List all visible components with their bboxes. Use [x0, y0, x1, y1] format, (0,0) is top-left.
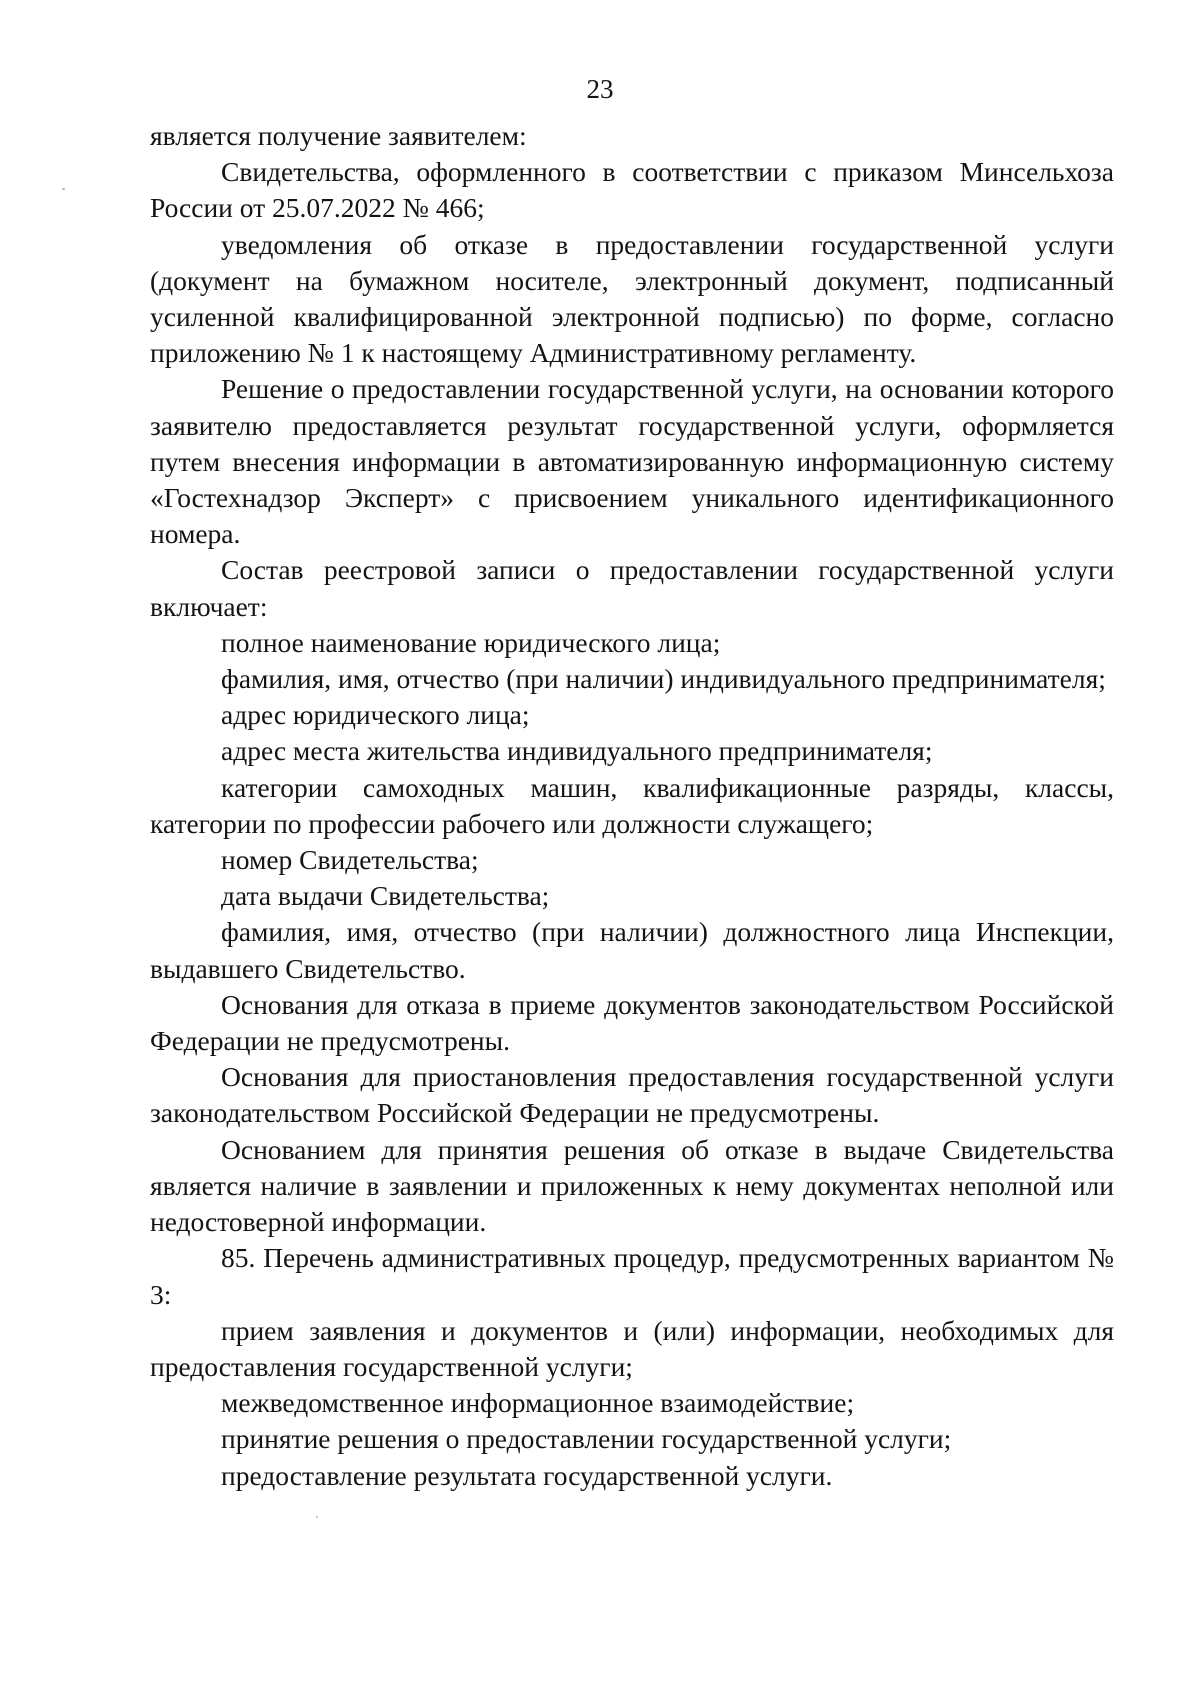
paragraph-1: является получение заявителем: [150, 120, 527, 151]
page-number: 23 [586, 74, 614, 104]
scan-speck [62, 188, 65, 190]
paragraph-3: уведомления об отказе в предоставлении государственной услуги (документ на бумажном носителе, электронный документ, подписанный усиленной квалифицированной электронной подписью) по форме, согласно приложению № 1 к настоящему Административному регламенту. [150, 228, 1114, 369]
paragraph-refusal-grounds: Основания для отказа в приеме документов законодательством Российской Федерации не предусмотрены. [150, 988, 1114, 1057]
procedure-item-decision: принятие решения о предоставлении государственной услуги; [221, 1423, 952, 1455]
list-item-entrepreneur-name: фамилия, имя, отчество (при наличии) индивидуального предпринимателя; [221, 663, 1106, 695]
list-item-categories: категории самоходных машин, квалификационные разряды, классы, категории по профессии рабочего или должности служащего; [150, 771, 1114, 839]
list-item-official-name: фамилия, имя, отчество (при наличии) должностного лица Инспекции, выдавшего Свидетельство. [150, 916, 1114, 984]
procedure-item-interagency: межведомственное информационное взаимодействие; [221, 1387, 855, 1419]
list-item-legal-address: адрес юридического лица; [221, 699, 530, 731]
paragraph-4: Решение о предоставлении государственной услуги, на основании которого заявителю предоставляется результат государственной услуги, оформляется путем внесения информации в автоматизированную информационную систему «Гостехнадзор Эксперт» с присвоением уникального идентификационного номера. [150, 373, 1114, 550]
procedure-item-result: предоставление результата государственной услуги. [221, 1459, 833, 1491]
paragraph-denial-basis: Основанием для принятия решения об отказе в выдаче Свидетельства является наличие в заявлении и приложенных к нему документах неполной или недостоверной информации. [150, 1133, 1114, 1238]
list-item-issue-date: дата выдачи Свидетельства; [221, 880, 550, 912]
list-item-entrepreneur-address: адрес места жительства индивидуального предпринимателя; [221, 735, 933, 767]
paragraph-2: Свидетельства, оформленного в соответствии с приказом Минсельхоза России от 25.07.2022 № 466; [150, 156, 1114, 224]
list-item-legal-name: полное наименование юридического лица; [221, 626, 721, 658]
list-item-certificate-number: номер Свидетельства; [221, 844, 479, 876]
paragraph-5: Состав реестровой записи о предоставлении государственной услуги включает: [150, 554, 1114, 622]
document-body [150, 118, 1114, 1494]
paragraph-suspension-grounds: Основания для приостановления предоставления государственной услуги законодательством Российской Федерации не предусмотрены. [150, 1061, 1114, 1129]
scan-speck [316, 1516, 318, 1518]
procedure-item-intake: прием заявления и документов и (или) информации, необходимых для предоставления государственной услуги; [150, 1314, 1114, 1382]
paragraph-85: 85. Перечень административных процедур, предусмотренных вариантом № 3: [150, 1242, 1114, 1310]
